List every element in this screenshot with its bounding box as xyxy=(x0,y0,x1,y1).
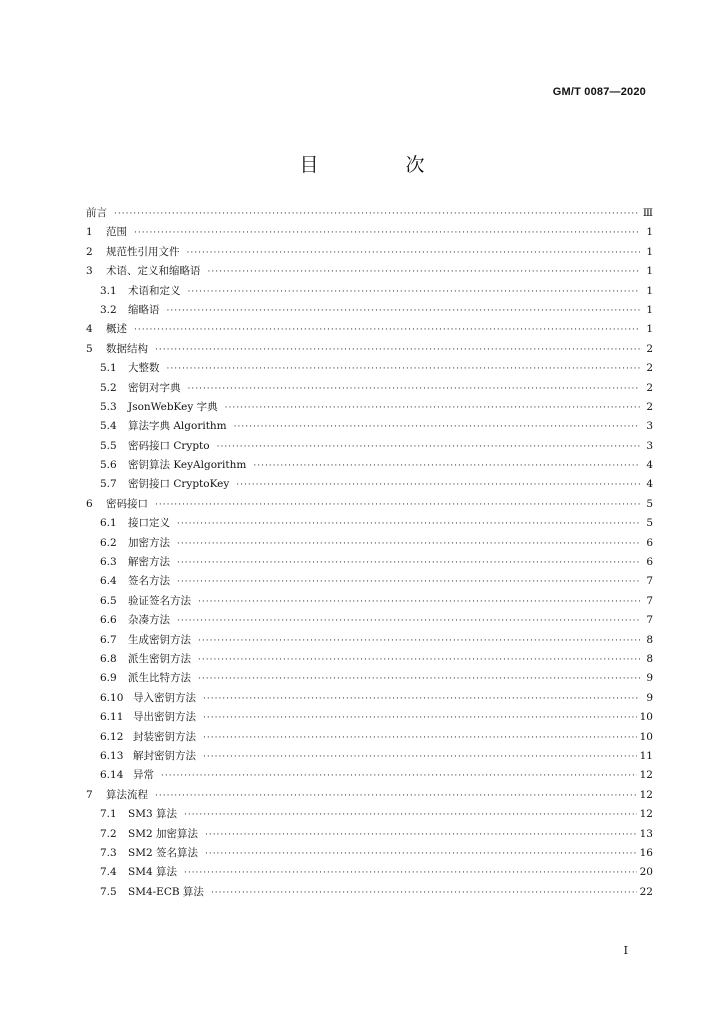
toc-dot-leader xyxy=(203,748,637,767)
toc-entry-page: 4 xyxy=(646,478,653,491)
toc-entry-title: SM2 加密算法 xyxy=(128,827,198,840)
toc-entry-title: 密钥对字典 xyxy=(128,381,181,394)
toc-entry-number: 5.5 xyxy=(100,439,117,452)
toc-dot-leader xyxy=(253,457,640,476)
toc-dot-leader xyxy=(187,244,641,263)
toc-entry[interactable] xyxy=(86,282,653,301)
toc-entry-title: 加密方法 xyxy=(128,536,170,549)
toc-entry-page: 2 xyxy=(646,362,653,375)
toc-entry-title: 范围 xyxy=(106,226,127,239)
toc-entry-title: 密钥算法 KeyAlgorithm xyxy=(128,459,247,472)
toc-entry[interactable] xyxy=(86,572,653,591)
table-of-contents xyxy=(86,204,653,902)
toc-entry[interactable] xyxy=(86,689,653,708)
toc-entry-page: 12 xyxy=(639,769,653,782)
toc-entry-page: 1 xyxy=(646,245,653,258)
toc-entry-number: 6.6 xyxy=(100,614,117,627)
toc-entry-page: 13 xyxy=(639,827,653,840)
standard-code: GM/T 0087—2020 xyxy=(552,86,646,98)
toc-entry-number: 6.2 xyxy=(100,536,117,549)
toc-entry-page: 2 xyxy=(646,400,653,413)
toc-dot-leader xyxy=(177,573,640,592)
toc-entry-title: 解密方法 xyxy=(128,556,170,569)
toc-entry-title: SM4-ECB 算法 xyxy=(128,885,204,898)
toc-dot-leader xyxy=(177,554,640,573)
toc-dot-leader xyxy=(114,205,640,224)
toc-entry[interactable] xyxy=(86,669,653,688)
toc-entry-title: 密钥接口 CryptoKey xyxy=(128,478,230,491)
toc-entry[interactable] xyxy=(86,437,653,456)
toc-entry[interactable] xyxy=(86,708,653,727)
toc-entry[interactable] xyxy=(86,514,653,533)
toc-dot-leader xyxy=(203,690,640,709)
toc-entry[interactable] xyxy=(86,301,653,320)
toc-entry[interactable] xyxy=(86,766,653,785)
toc-entry-title: 前言 xyxy=(86,207,107,219)
toc-entry-number: 7 xyxy=(86,788,93,801)
toc-entry-title: 导入密钥方法 xyxy=(133,691,196,704)
toc-entry[interactable] xyxy=(86,243,653,262)
toc-dot-leader xyxy=(225,399,640,418)
toc-entry-page: 1 xyxy=(646,323,653,336)
toc-dot-leader xyxy=(184,864,637,883)
toc-entry-page: Ⅲ xyxy=(642,207,653,219)
toc-entry-number: 7.4 xyxy=(100,866,117,879)
toc-entry[interactable] xyxy=(86,417,653,436)
toc-entry-page: 3 xyxy=(646,420,653,433)
toc-entry[interactable] xyxy=(86,553,653,572)
toc-entry[interactable] xyxy=(86,631,653,650)
toc-entry-title: 签名方法 xyxy=(128,575,170,588)
toc-entry-number: 6.7 xyxy=(100,633,117,646)
toc-entry-title: 密码接口 Crypto xyxy=(128,439,210,452)
toc-entry[interactable] xyxy=(86,786,653,805)
toc-entry-number: 5 xyxy=(86,342,93,355)
toc-entry-page: 16 xyxy=(639,846,653,859)
toc-dot-leader xyxy=(188,380,641,399)
toc-entry-number: 2 xyxy=(86,245,93,258)
toc-entry-page: 2 xyxy=(646,342,653,355)
toc-entry-number: 6.3 xyxy=(100,556,117,569)
toc-entry[interactable] xyxy=(86,379,653,398)
toc-entry-page: 1 xyxy=(646,303,653,316)
toc-entry-page: 1 xyxy=(646,284,653,297)
toc-entry-number: 6.4 xyxy=(100,575,117,588)
toc-dot-leader xyxy=(134,321,640,340)
toc-dot-leader xyxy=(198,593,640,612)
toc-dot-leader xyxy=(203,709,637,728)
toc-entry[interactable] xyxy=(86,650,653,669)
toc-entry-title: 派生密钥方法 xyxy=(128,652,191,665)
toc-entry-page: 10 xyxy=(639,711,653,724)
toc-entry-title: 导出密钥方法 xyxy=(133,711,196,724)
toc-dot-leader xyxy=(167,360,641,379)
toc-entry-number: 6.10 xyxy=(100,691,124,704)
page-number: Ⅰ xyxy=(623,944,628,957)
toc-entry-title: SM4 算法 xyxy=(128,866,177,879)
toc-entry-number: 3.1 xyxy=(100,284,117,297)
toc-entry-title: 缩略语 xyxy=(128,303,160,316)
toc-entry-number: 1 xyxy=(86,226,93,239)
toc-entry[interactable] xyxy=(86,844,653,863)
toc-entry[interactable] xyxy=(86,320,653,339)
toc-entry-title: 规范性引用文件 xyxy=(106,245,180,258)
toc-dot-leader xyxy=(236,476,640,495)
toc-dot-leader xyxy=(198,670,640,689)
toc-entry-page: 22 xyxy=(639,885,653,898)
toc-dot-leader xyxy=(198,632,640,651)
toc-dot-leader xyxy=(167,302,641,321)
toc-entry[interactable] xyxy=(86,747,653,766)
toc-entry-title: 验证签名方法 xyxy=(128,594,191,607)
toc-entry-page: 6 xyxy=(646,556,653,569)
toc-entry-number: 4 xyxy=(86,323,93,336)
toc-entry-number: 6.13 xyxy=(100,749,124,762)
toc-entry-number: 6.12 xyxy=(100,730,124,743)
toc-dot-leader xyxy=(208,263,641,282)
toc-entry-number: 7.3 xyxy=(100,846,117,859)
toc-entry-title: 算法字典 Algorithm xyxy=(128,420,227,433)
toc-dot-leader xyxy=(234,418,640,437)
toc-entry-number: 6 xyxy=(86,497,93,510)
toc-entry-title: 派生比特方法 xyxy=(128,672,191,685)
toc-entry-number: 5.3 xyxy=(100,400,117,413)
toc-entry-title: 大整数 xyxy=(128,362,160,375)
toc-entry[interactable] xyxy=(86,611,653,630)
toc-dot-leader xyxy=(203,729,637,748)
toc-entry-number: 5.1 xyxy=(100,362,117,375)
toc-entry-number: 5.6 xyxy=(100,459,117,472)
toc-entry[interactable] xyxy=(86,805,653,824)
toc-dot-leader xyxy=(155,496,640,515)
toc-dot-leader xyxy=(161,767,637,786)
toc-entry[interactable] xyxy=(86,340,653,359)
toc-entry-page: 1 xyxy=(646,265,653,278)
toc-entry-title: 算法流程 xyxy=(106,788,148,801)
toc-dot-leader xyxy=(134,224,640,243)
toc-entry-number: 6.5 xyxy=(100,594,117,607)
toc-entry-title: 密码接口 xyxy=(106,497,148,510)
toc-entry[interactable] xyxy=(86,863,653,882)
toc-entry-page: 4 xyxy=(646,459,653,472)
toc-entry-number: 7.1 xyxy=(100,808,117,821)
toc-entry[interactable] xyxy=(86,475,653,494)
toc-entry-title: 数据结构 xyxy=(106,342,148,355)
toc-entry[interactable] xyxy=(86,262,653,281)
toc-dot-leader xyxy=(217,438,640,457)
toc-entry[interactable] xyxy=(86,495,653,514)
toc-entry-number: 6.1 xyxy=(100,517,117,530)
toc-entry-page: 12 xyxy=(639,808,653,821)
toc-dot-leader xyxy=(177,612,640,631)
toc-dot-leader xyxy=(188,283,641,302)
toc-entry-page: 7 xyxy=(646,575,653,588)
toc-entry-title: JsonWebKey 字典 xyxy=(128,400,218,413)
toc-dot-leader xyxy=(177,535,640,554)
toc-entry[interactable] xyxy=(86,728,653,747)
toc-entry-number: 3 xyxy=(86,265,93,278)
toc-entry[interactable] xyxy=(86,883,653,902)
toc-entry-number: 3.2 xyxy=(100,303,117,316)
toc-entry[interactable] xyxy=(86,825,653,844)
toc-entry-number: 6.8 xyxy=(100,652,117,665)
toc-entry-page: 10 xyxy=(639,730,653,743)
toc-entry-title: 术语和定义 xyxy=(128,284,181,297)
toc-dot-leader xyxy=(211,884,637,903)
toc-entry[interactable] xyxy=(86,204,653,223)
toc-entry-title: 异常 xyxy=(133,769,154,782)
toc-entry-page: 3 xyxy=(646,439,653,452)
toc-entry-page: 20 xyxy=(639,866,653,879)
toc-entry[interactable] xyxy=(86,359,653,378)
toc-entry-title: SM2 签名算法 xyxy=(128,846,198,859)
toc-entry-page: 11 xyxy=(639,749,653,762)
toc-entry[interactable] xyxy=(86,456,653,475)
toc-entry[interactable] xyxy=(86,534,653,553)
toc-dot-leader xyxy=(198,651,640,670)
toc-entry-page: 9 xyxy=(646,672,653,685)
toc-entry-number: 6.14 xyxy=(100,769,124,782)
toc-entry-number: 7.2 xyxy=(100,827,117,840)
toc-entry-page: 2 xyxy=(646,381,653,394)
toc-entry-number: 5.4 xyxy=(100,420,117,433)
toc-entry-title: 接口定义 xyxy=(128,517,170,530)
toc-entry-page: 8 xyxy=(646,633,653,646)
toc-entry-title: 术语、定义和缩略语 xyxy=(106,265,201,278)
toc-entry-page: 1 xyxy=(646,226,653,239)
toc-entry-page: 8 xyxy=(646,652,653,665)
toc-entry-page: 9 xyxy=(646,691,653,704)
toc-entry-title: 解封密钥方法 xyxy=(133,749,196,762)
toc-entry-page: 12 xyxy=(639,788,653,801)
toc-entry[interactable] xyxy=(86,223,653,242)
toc-dot-leader xyxy=(155,787,637,806)
toc-entry-page: 7 xyxy=(646,594,653,607)
toc-entry[interactable] xyxy=(86,592,653,611)
toc-dot-leader xyxy=(155,341,640,360)
toc-entry-page: 7 xyxy=(646,614,653,627)
toc-entry-title: 封装密钥方法 xyxy=(133,730,196,743)
toc-entry-page: 5 xyxy=(646,497,653,510)
toc-dot-leader xyxy=(184,806,637,825)
toc-entry-number: 6.11 xyxy=(100,711,124,724)
page-title: 目 次 xyxy=(299,154,459,176)
toc-entry[interactable] xyxy=(86,398,653,417)
toc-entry-page: 6 xyxy=(646,536,653,549)
toc-entry-title: 生成密钥方法 xyxy=(128,633,191,646)
toc-dot-leader xyxy=(177,515,640,534)
toc-dot-leader xyxy=(205,845,637,864)
toc-entry-number: 6.9 xyxy=(100,672,117,685)
toc-entry-title: 概述 xyxy=(106,323,127,336)
toc-entry-number: 7.5 xyxy=(100,885,117,898)
toc-entry-page: 5 xyxy=(646,517,653,530)
toc-entry-title: SM3 算法 xyxy=(128,808,177,821)
toc-entry-title: 杂凑方法 xyxy=(128,614,170,627)
toc-dot-leader xyxy=(205,826,637,845)
toc-entry-number: 5.7 xyxy=(100,478,117,491)
toc-entry-number: 5.2 xyxy=(100,381,117,394)
